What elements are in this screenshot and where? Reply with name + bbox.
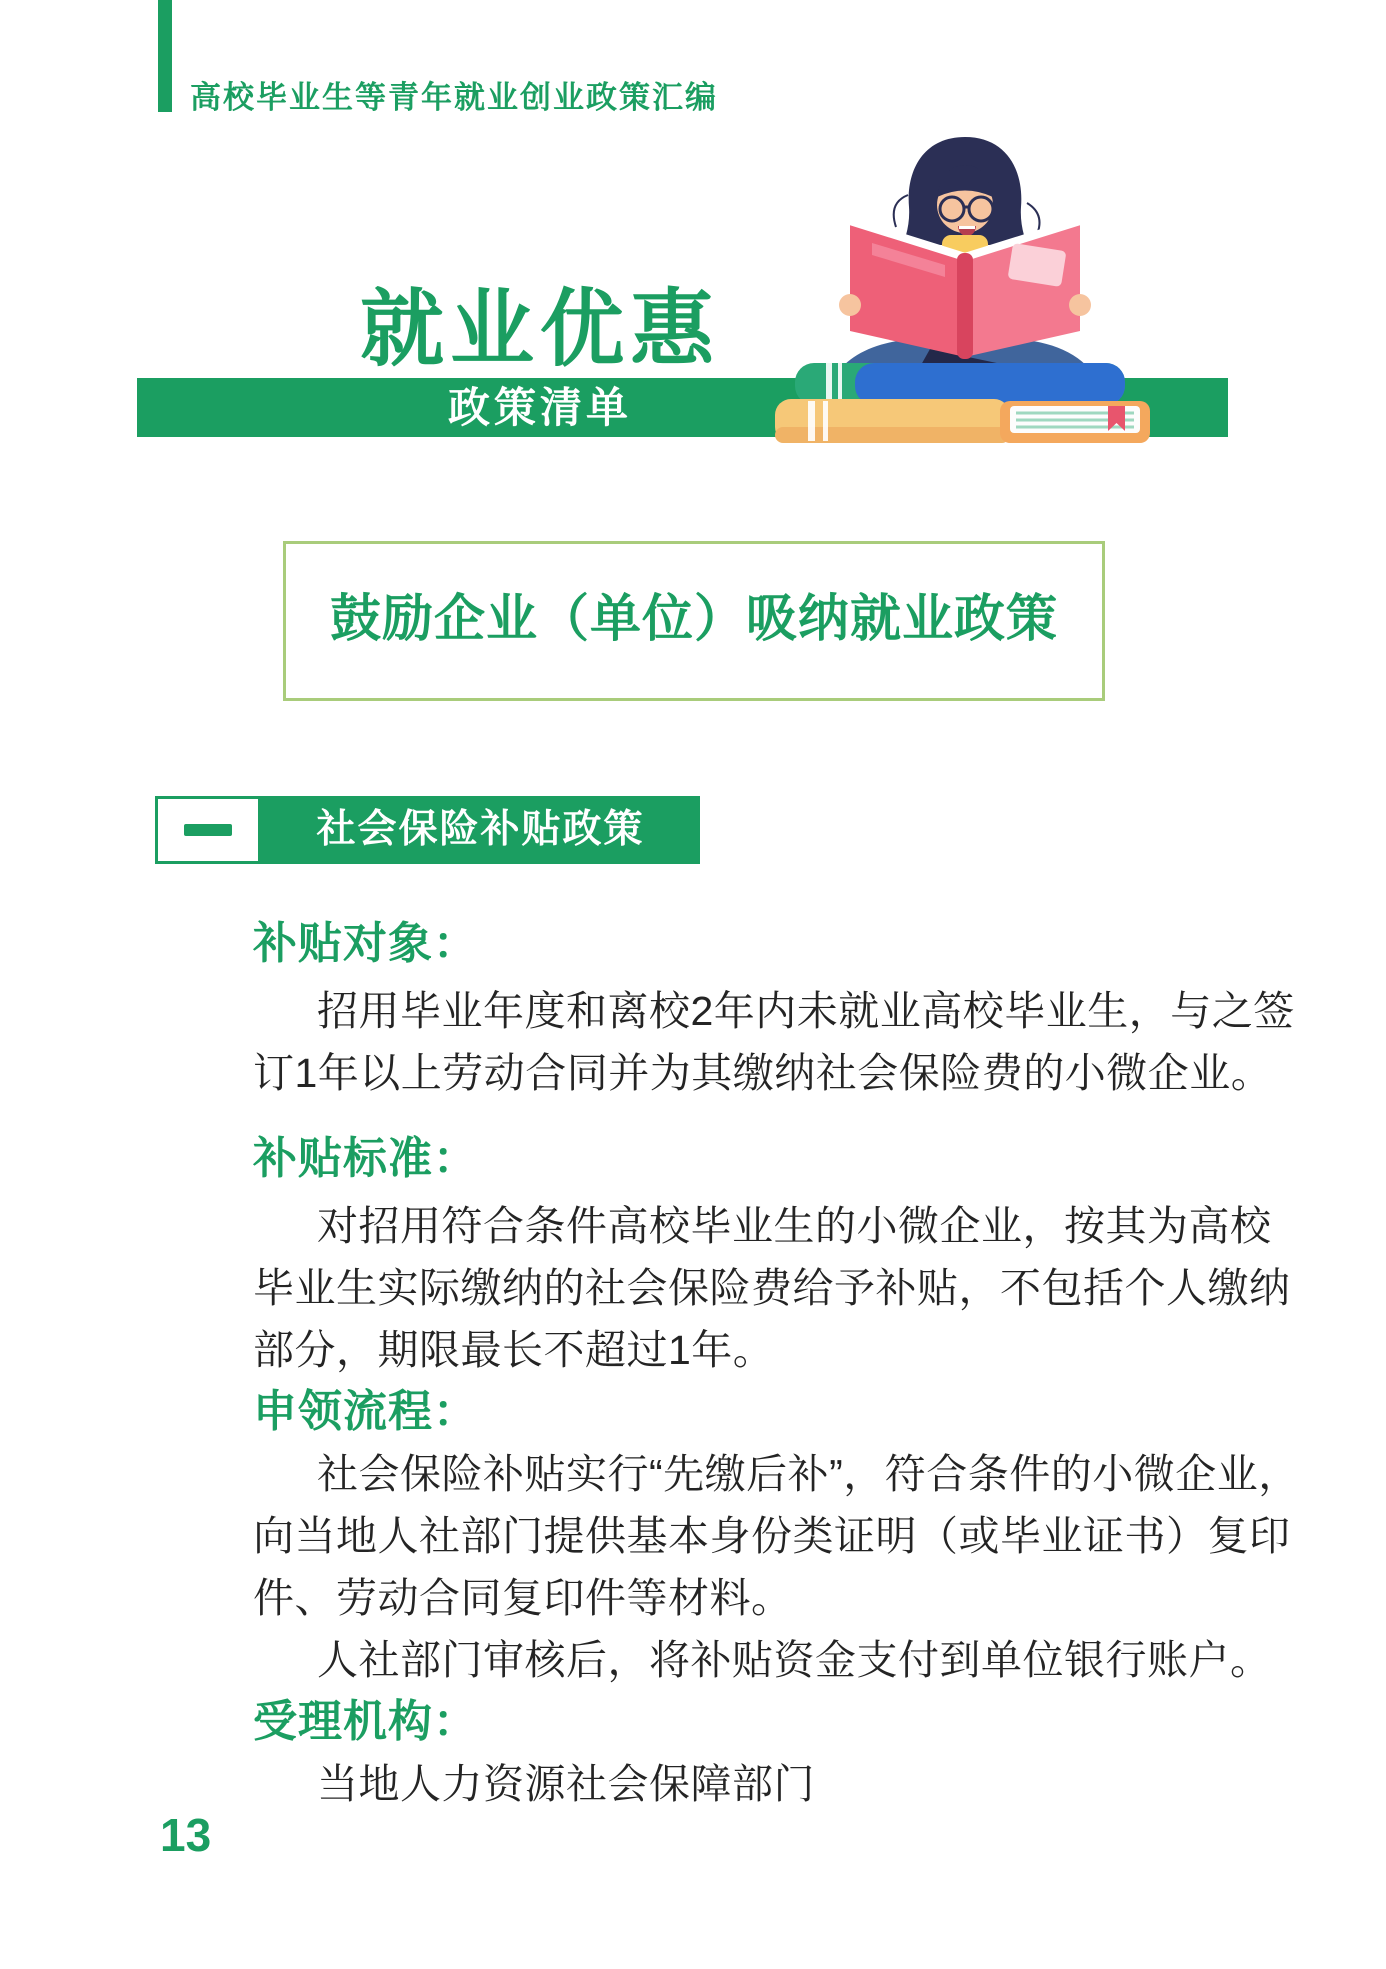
body-line: 人社部门审核后，将补贴资金支付到单位银行账户。	[317, 1637, 1272, 1683]
body-line: 当地人力资源社会保障部门	[317, 1761, 815, 1807]
body-line: 毕业生实际缴纳的社会保险费给予补贴，不包括个人缴纳	[253, 1265, 1291, 1311]
body-line: 对招用符合条件高校毕业生的小微企业，按其为高校	[317, 1203, 1272, 1249]
page-number: 13	[160, 1809, 212, 1861]
top-accent-bar	[158, 0, 172, 112]
section-number-text	[158, 799, 159, 800]
body-line: 向当地人社部门提供基本身份类证明（或毕业证书）复印	[253, 1513, 1291, 1559]
body-line: 件、劳动合同复印件等材料。	[253, 1575, 793, 1621]
body-line: 招用毕业年度和离校2年内未就业高校毕业生，与之签	[317, 988, 1295, 1034]
policy-title: 鼓励企业（单位）吸纳就业政策	[329, 590, 1058, 647]
body-line: 社会保险补贴实行“先缴后补”，符合条件的小微企业，	[317, 1451, 1300, 1497]
section-title-bar	[261, 796, 700, 864]
section-number-box	[155, 796, 261, 864]
block-heading-subsidy-standard: 补贴标准：	[253, 1134, 478, 1183]
section-title: 社会保险补贴政策	[316, 808, 645, 851]
document-header: 高校毕业生等青年就业创业政策汇编	[190, 80, 718, 115]
page-title: 就业优惠	[359, 282, 720, 376]
subtitle-banner-label: 政策清单	[447, 384, 632, 431]
body-line: 订1年以上劳动合同并为其缴纳社会保险费的小微企业。	[253, 1050, 1273, 1096]
block-heading-subsidy-target: 补贴对象：	[253, 919, 478, 968]
section-number-dash-icon	[184, 824, 232, 836]
block-heading-application-process: 申领流程：	[253, 1387, 478, 1436]
body-line: 部分，期限最长不超过1年。	[253, 1327, 775, 1373]
block-heading-accepting-agency: 受理机构：	[253, 1697, 478, 1746]
